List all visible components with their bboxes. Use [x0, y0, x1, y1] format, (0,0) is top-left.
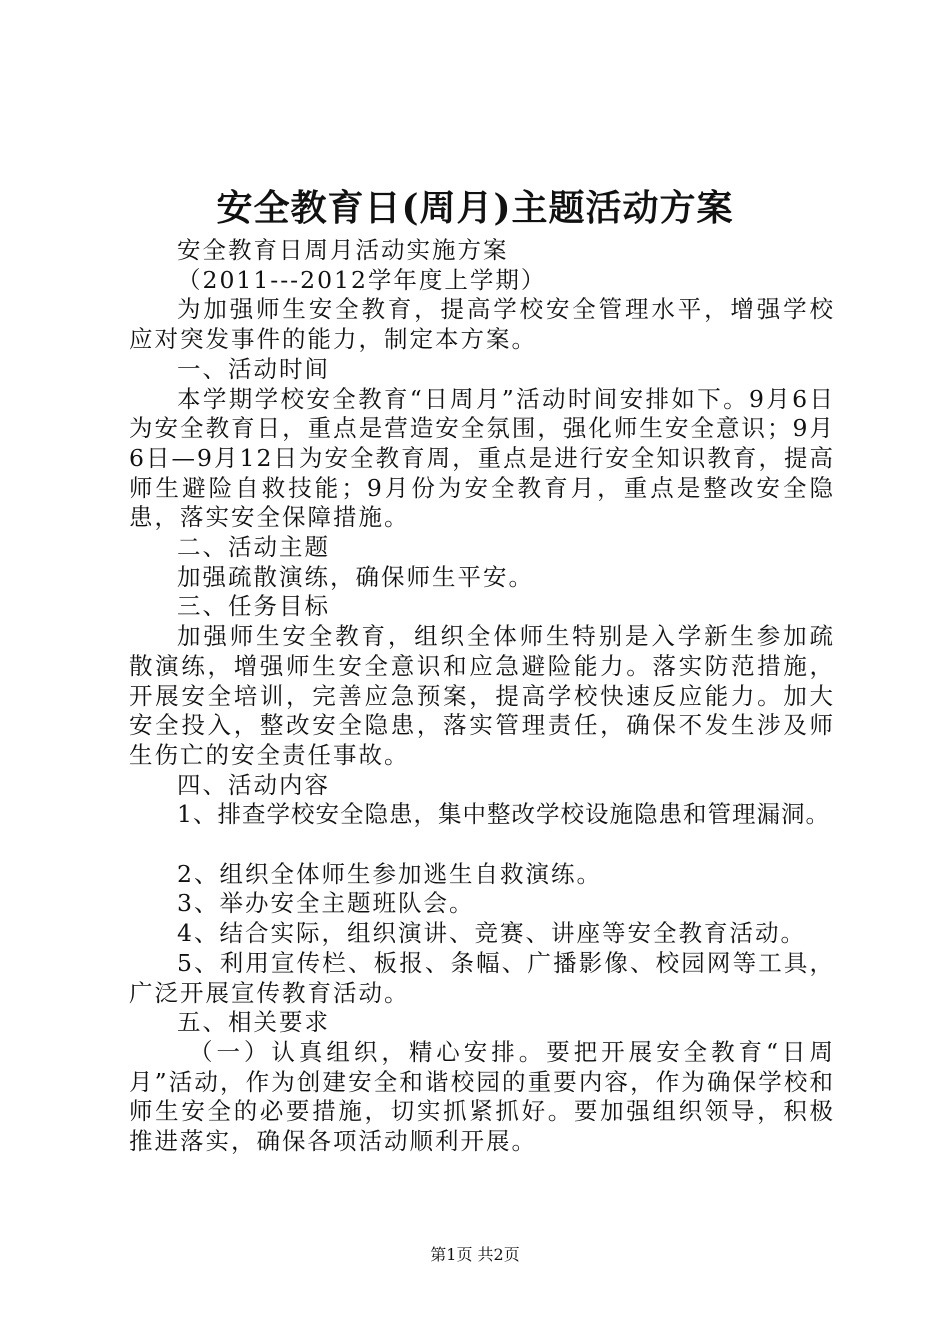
list-item: 2、组织全体师生参加逃生自救演练。: [177, 859, 602, 888]
goals-paragraph: 加强师生安全教育，组织全体师生特别是入学新生参加疏散演练，增强师生安全意识和应急避险能力。落实防范措施，开展安全培训，完善应急预案，提高学校快速反应能力。加大安全投入，整改安全隐患，落实管理责任，确保不发生涉及师生伤亡的安全责任事故。: [129, 622, 835, 769]
section-heading-content: 四、活动内容: [177, 770, 330, 799]
section-heading-requirements: 五、相关要求: [177, 1008, 330, 1037]
list-item: 1、排查学校安全隐患，集中整改学校设施隐患和管理漏洞。: [177, 800, 830, 829]
requirement-paragraph: （一）认真组织，精心安排。要把开展安全教育“日周月”活动，作为创建安全和谐校园的重要内容，作为确保学校和师生安全的必要措施，切实抓紧抓好。要加强组织领导，积极推进落实，确保各项活动顺利开展。: [129, 1037, 835, 1156]
section-heading-goals: 三、任务目标: [177, 592, 330, 621]
document-body: [129, 236, 835, 1157]
theme-paragraph: 加强疏散演练，确保师生平安。: [177, 562, 534, 591]
list-item: 5、利用宣传栏、板报、条幅、广播影像、校园网等工具，广泛开展宣传教育活动。: [129, 948, 835, 1007]
list-item: 3、举办安全主题班队会。: [177, 889, 475, 918]
time-paragraph: 本学期学校安全教育“日周月”活动时间安排如下。9月6日为安全教育日，重点是营造安全氛围，强化师生安全意识；9月6日—9月12日为安全教育周，重点是进行安全知识教育，提高师生避险自救技能；9月份为安全教育月，重点是整改安全隐患，落实安全保障措施。: [129, 384, 835, 532]
document-title: 安全教育日(周月)主题活动方案: [216, 187, 734, 229]
intro-paragraph: 为加强师生安全教育，提高学校安全管理水平，增强学校应对突发事件的能力，制定本方案。: [129, 295, 835, 354]
subtitle-paragraph: 安全教育日周月活动实施方案: [177, 236, 509, 264]
list-item: 4、结合实际，组织演讲、竞赛、讲座等安全教育活动。: [177, 919, 806, 948]
blank-line: [129, 830, 835, 860]
semester-paragraph: （2011---2012学年度上学期）: [177, 265, 547, 294]
section-heading-theme: 二、活动主题: [177, 533, 330, 562]
section-heading-time: 一、活动时间: [177, 354, 330, 383]
page-footer: 第1页 共2页: [430, 1245, 520, 1264]
